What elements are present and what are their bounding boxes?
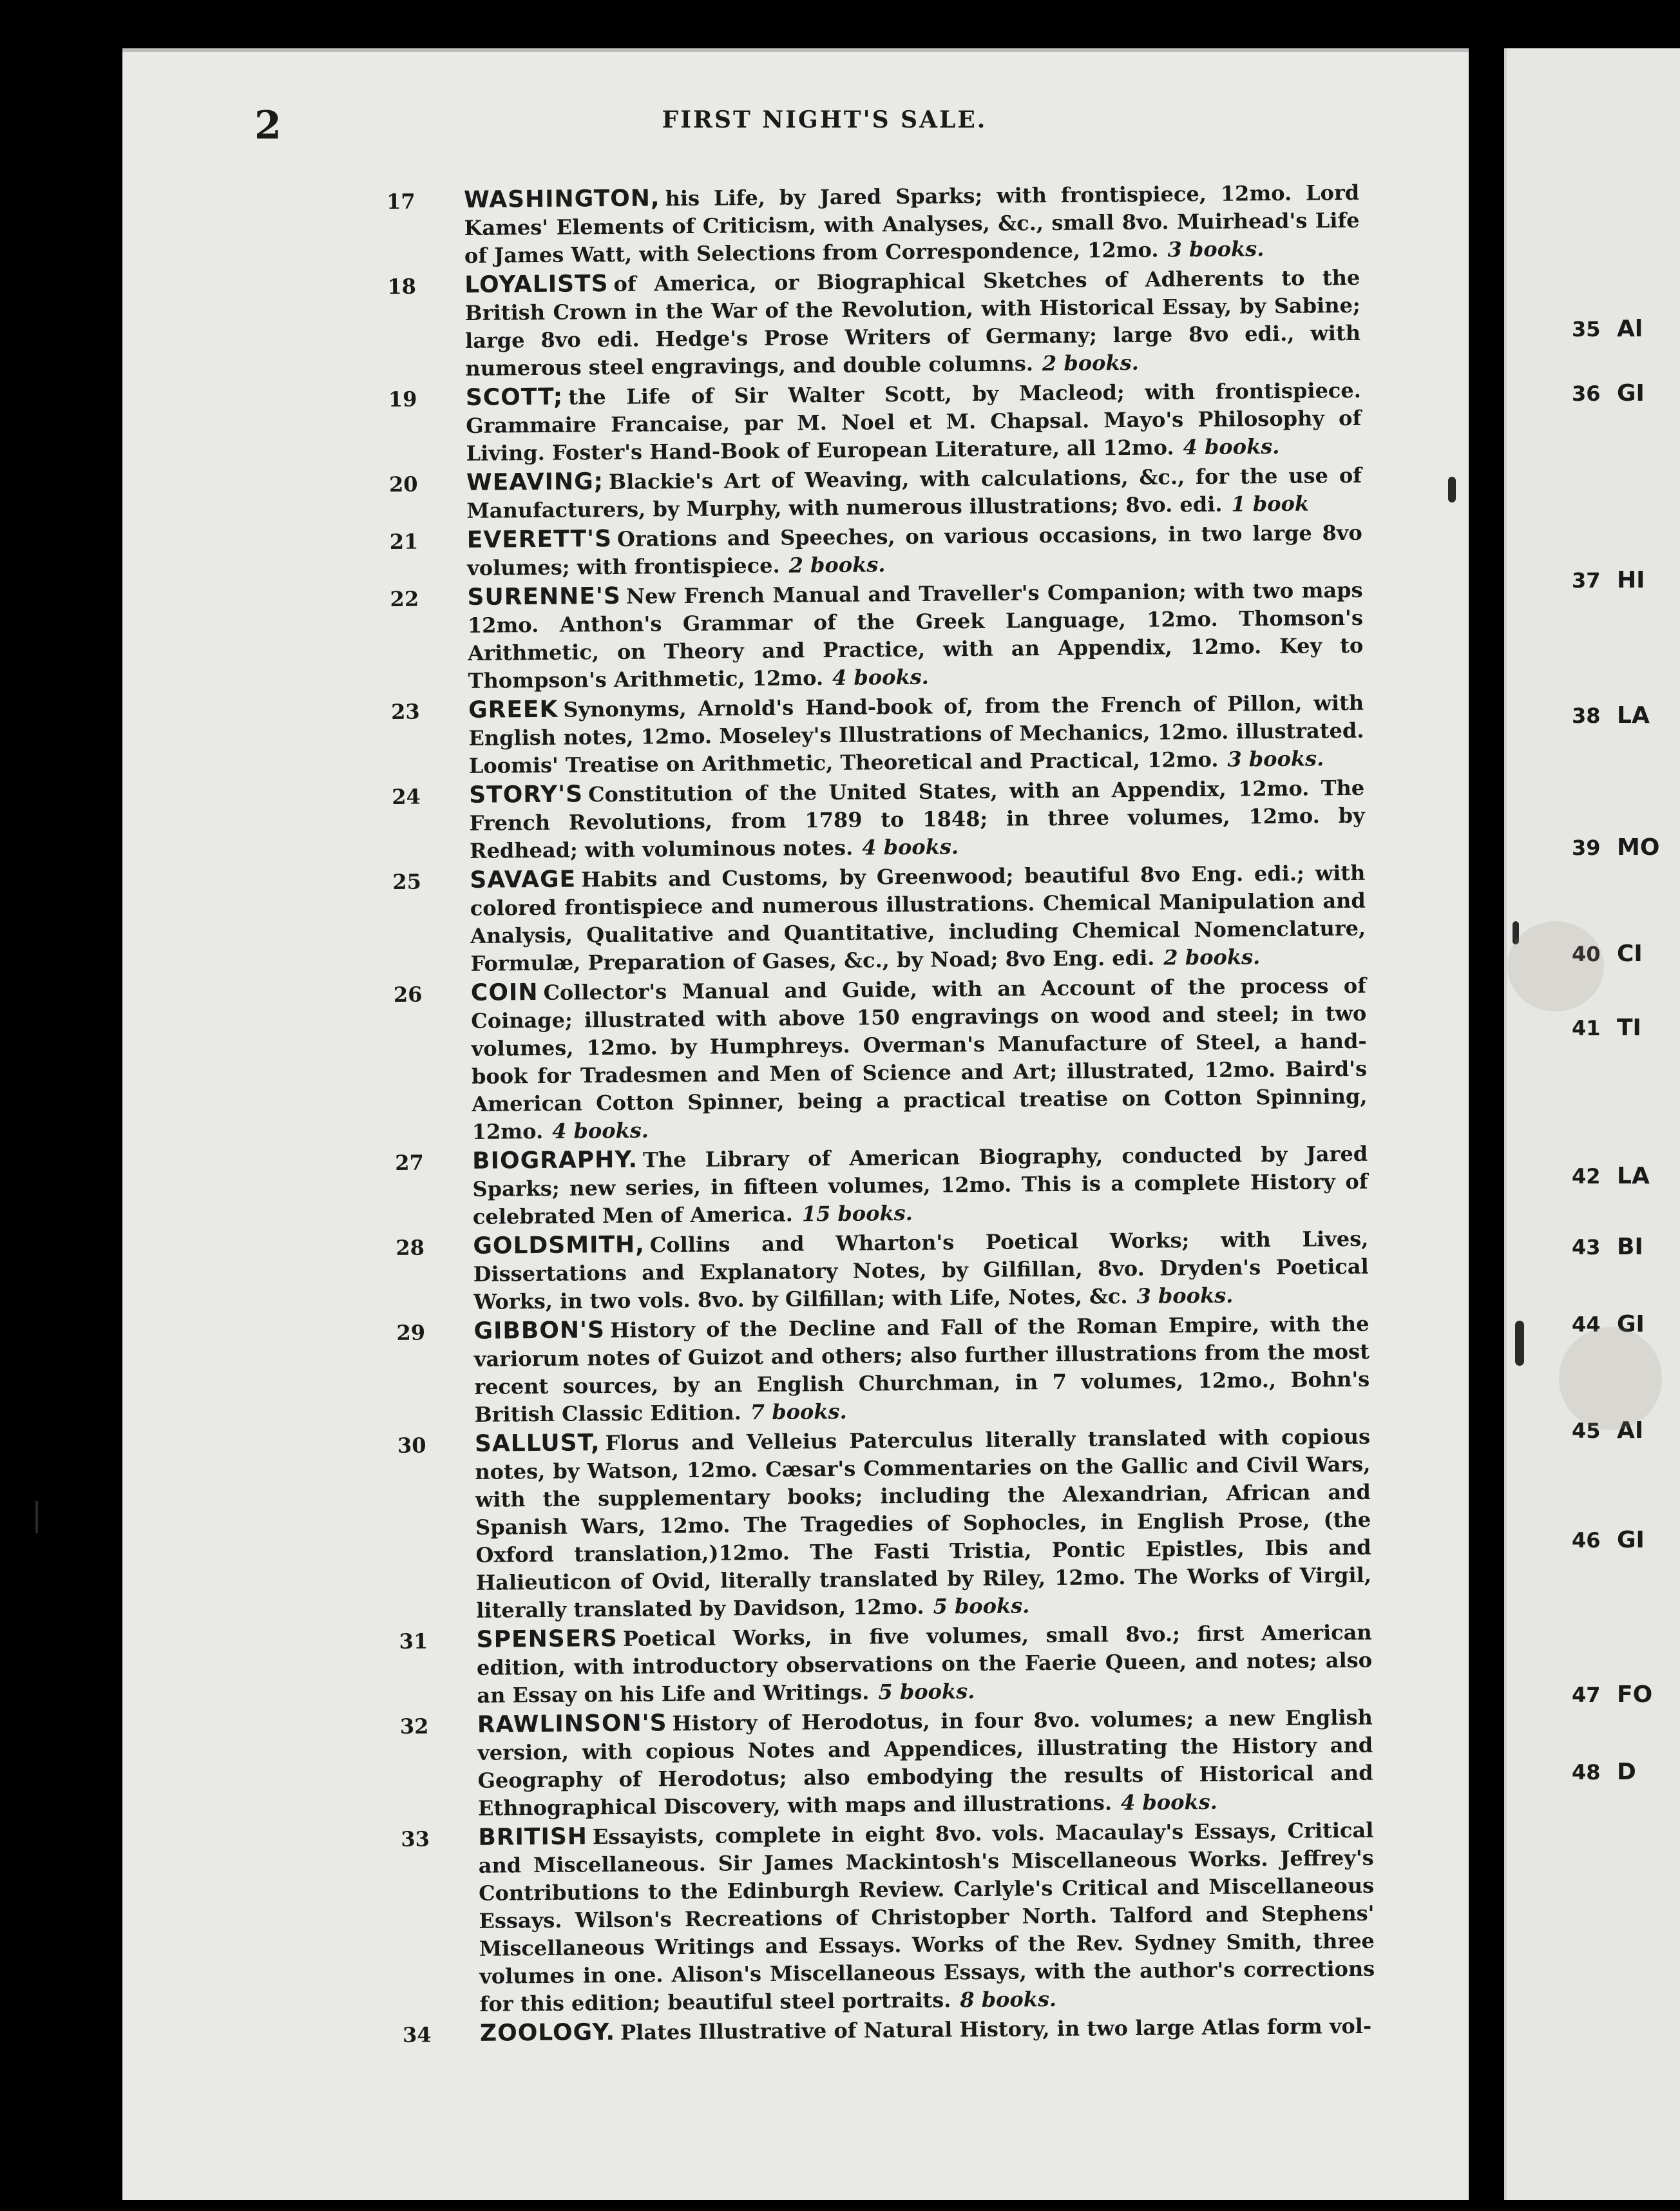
book-count: 5 books.	[878, 1679, 975, 1705]
lot-number: 48	[1572, 1760, 1601, 1785]
right-page-entry	[1572, 567, 1645, 593]
lot-number: 37	[1572, 568, 1601, 593]
lot-heading: RAWLINSON'S	[477, 1710, 667, 1738]
lot-number: 47	[1572, 1683, 1601, 1707]
lot-number: 41	[1572, 1016, 1601, 1040]
lot-heading: WASHINGTON,	[464, 185, 660, 213]
lot-number: 42	[1572, 1164, 1601, 1189]
lot-heading: MO	[1617, 834, 1660, 861]
book-count: 3 books.	[1136, 1283, 1234, 1308]
right-page-entry	[1572, 1163, 1650, 1189]
water-stain	[1507, 921, 1604, 1011]
catalogue-entry	[387, 178, 1360, 271]
lot-heading: GOLDSMITH,	[473, 1231, 645, 1259]
lot-heading: SALLUST,	[474, 1430, 600, 1457]
right-page-entry	[1572, 702, 1650, 729]
lot-number: 43	[1572, 1235, 1601, 1259]
lot-description: Poetical Works, in five volumes, small 8vo.; first American edition, with introductory observations on the Faerie Queen, and notes; also an Essay on his Life and Writings.	[476, 1620, 1373, 1708]
lot-heading: AI	[1617, 1417, 1644, 1444]
lot-number: 27	[395, 1150, 424, 1175]
book-count: 4 books.	[832, 664, 929, 690]
right-page-entry	[1572, 1681, 1652, 1708]
catalogue-entry	[400, 1703, 1373, 1823]
lot-number: 20	[388, 472, 418, 497]
lot-heading: Al	[1617, 316, 1643, 342]
lot-heading: BI	[1617, 1234, 1643, 1260]
catalogue-entry	[396, 1225, 1369, 1317]
lot-heading: GI	[1617, 380, 1645, 407]
lot-description: Habits and Customs, by Greenwood; beautiful 8vo Eng. edi.; with colored frontispiece and numerous illustrations. Chemical Manipulation and Analysis, Qualitative and Quantitative, including Chemical Nomenclature, Formulæ, Preparation of Gases, &c., by Noad; 8vo Eng. edi.	[470, 860, 1366, 976]
lot-heading: BRITISH	[478, 1823, 588, 1851]
lot-number: 46	[1572, 1528, 1601, 1553]
running-head: FIRST NIGHT'S SALE.	[662, 106, 988, 133]
lot-number: 34	[402, 2022, 432, 2047]
book-count: 7 books.	[750, 1399, 847, 1425]
lot-description: New French Manual and Traveller's Companion; with two maps 12mo. Anthon's Grammar of the Greek Language, 12mo. Thomson's Arithmetic, on Theory and Practice, with an Appendix, 12mo. Key to Thompson's Arithmetic, 12mo.	[467, 577, 1364, 693]
ink-speck	[1448, 477, 1456, 503]
lot-number: 19	[388, 387, 417, 412]
lot-heading: EVERETT'S	[466, 525, 613, 553]
lot-number: 22	[390, 586, 419, 611]
catalogue-entry	[387, 263, 1360, 383]
catalogue-entry	[388, 376, 1362, 468]
lot-number: 21	[389, 529, 419, 554]
book-count: 4 books.	[1183, 434, 1280, 460]
lot-number: 28	[396, 1235, 425, 1260]
catalogue-entry	[396, 1310, 1370, 1430]
lot-description: the Life of Sir Walter Scott, by Macleod; with frontispiece. Grammaire Francaise, par M. Noel et M. Chapsal. Mayo's Philosophy of Living. Foster's Hand-Book of European Literature, all 12mo.	[466, 378, 1362, 466]
lot-description: Collins and Wharton's Poetical Works; with Lives, Dissertations and Explanatory Notes, by Gilfillan, 8vo. Dryden's Poetical Works, in two vols. 8vo. by Gilfillan; with Life, Notes, &c.	[473, 1226, 1369, 1314]
lot-number: 25	[392, 869, 422, 894]
lot-description: History of the Decline and Fall of the Roman Empire, with the variorum notes of Guizot and others; also further illustrations from the most recent sources, by an English Churchman, in 7 volumes, 12mo., Bohn's British Classic Edition.	[473, 1311, 1370, 1427]
book-count: 5 books.	[933, 1593, 1030, 1619]
book-count: 4 books.	[551, 1118, 649, 1144]
lot-heading: SPENSERS	[476, 1625, 618, 1653]
lot-description: History of Herodotus, in four 8vo. volumes; a new English version, with copious Notes and Appendices, illustrating the History and Geography of Herodotus; also embodying the results of Historical and Ethnographical Discovery, with maps and illustrations.	[477, 1705, 1373, 1821]
lot-heading: LOYALISTS	[464, 270, 609, 298]
lot-description: Synonyms, Arnold's Hand-book of, from the French of Pillon, with English notes, 12mo. Moseley's Illustrations of Mechanics, 12mo. illustrated. Loomis' Treatise on Arithmetic, Theoretical and Practical, 12mo.	[468, 690, 1364, 778]
book-count: 1 book	[1231, 491, 1310, 517]
lot-number: 17	[387, 189, 415, 214]
lot-number: 29	[396, 1320, 426, 1345]
catalogue-entry	[390, 519, 1363, 583]
lot-heading: COIN	[470, 979, 539, 1006]
book-count: 2 books.	[1163, 944, 1261, 970]
book-count: 15 books.	[801, 1200, 913, 1227]
book-count: 2 books.	[788, 552, 886, 578]
lot-description: Florus and Velleius Paterculus literally translated with copious notes, by Watson, 12mo. Cæsar's Commentaries on the Gallic and Civil Wars, with the supplementary books; including the Alexandrian, African and Spanish Wars, 12mo. The Tragedies of Sophocles, in English Prose, (the Oxford translation,)12mo. The Fasti Tristia, Pontic Epistles, Ibis and Halieuticon of Ovid, literally translated by Riley, 12mo. The Works of Virgil, literally translated by Davidson, 12mo.	[475, 1424, 1372, 1623]
lot-heading: TI	[1617, 1015, 1641, 1041]
lot-number: 23	[390, 699, 420, 724]
lot-description: Essayists, complete in eight 8vo. vols. Macaulay's Essays, Critical and Miscellaneous. Sir James Mackintosh's Miscellaneous Works. Jeffrey's Contributions to the Edinburgh Review. Carlyle's Critical and Miscellaneous Essays. Wilson's Recreations of Christopber North. Talford and Stephens' Miscellaneous Writings and Essays. Works of the Rev. Sydney Smith, three volumes in one. Alison's Miscellaneous Essays, with the author's corrections for this edition; beautiful steel portraits.	[478, 1817, 1375, 2016]
lot-description: Plates Illustrative of Natural History, in two large Atlas form vol-	[620, 2013, 1372, 2045]
lot-heading: GIBBON'S	[473, 1317, 606, 1345]
book-count: 2 books.	[1042, 350, 1139, 376]
catalogue-entry	[399, 1618, 1373, 1710]
lot-number: 45	[1572, 1419, 1601, 1443]
lot-heading: SAVAGE	[470, 866, 577, 894]
right-page	[1504, 48, 1680, 2200]
lot-number: 33	[401, 1826, 430, 1852]
catalogue-entry	[395, 1140, 1368, 1232]
right-page-entry	[1572, 1527, 1645, 1553]
lot-number: 31	[399, 1629, 428, 1654]
lot-number: 44	[1572, 1312, 1601, 1337]
lot-heading: STORY'S	[469, 781, 584, 809]
lot-number: 40	[1572, 942, 1601, 966]
right-page-entry	[1572, 380, 1645, 407]
lot-heading: D	[1617, 1759, 1636, 1785]
water-stain	[1559, 1327, 1662, 1430]
lot-heading: LA	[1617, 1163, 1650, 1189]
book-count: 3 books.	[1167, 236, 1265, 262]
catalogue-entry	[401, 1816, 1375, 2019]
lot-number: 38	[1572, 704, 1601, 728]
catalogue-entry	[394, 972, 1368, 1147]
catalogue-entry	[397, 1422, 1372, 1625]
lot-heading: GREEK	[468, 696, 558, 723]
lot-heading: LA	[1617, 702, 1650, 729]
right-page-entry	[1572, 1015, 1641, 1041]
lot-description: Blackie's Art of Weaving, with calculations, &c., for the use of Manufacturers, by Murphy, with numerous illustrations; 8vo. edi.	[466, 463, 1362, 523]
book-count: 4 books.	[1120, 1789, 1217, 1815]
lot-number: 36	[1572, 381, 1601, 406]
book-count: 3 books.	[1227, 746, 1324, 772]
lot-number: 32	[399, 1714, 429, 1739]
lot-heading: GI	[1617, 1311, 1645, 1337]
lot-heading: CI	[1617, 941, 1643, 967]
ink-speck	[35, 1501, 38, 1533]
lot-number: 26	[393, 982, 423, 1007]
right-page-entry	[1572, 316, 1643, 342]
lot-description: his Life, by Jared Sparks; with frontispiece, 12mo. Lord Kames' Elements of Criticism, with Analyses, &c., small 8vo. Muirhead's Life of James Watt, with Selections from Correspondence, 12mo.	[464, 180, 1360, 268]
lot-heading: SURENNE'S	[467, 582, 622, 611]
catalogue-entry	[392, 774, 1365, 866]
lot-description: of America, or Biographical Sketches of Adherents to the British Crown in the War of the Revolution, with Historical Essay, by Sabine; large 8vo edi. Hedge's Prose Writers of Germany; large 8vo edi., with numerous steel engravings, and double columns.	[464, 265, 1361, 381]
ink-speck	[1515, 1321, 1524, 1366]
right-page-entry	[1572, 1234, 1643, 1260]
page-number: 2	[254, 103, 282, 148]
right-page-entry	[1572, 834, 1659, 861]
lot-number: 35	[1572, 317, 1601, 341]
lot-heading: HI	[1617, 567, 1645, 593]
catalogue-entries	[387, 178, 1375, 2050]
lot-heading: ZOOLOGY.	[479, 2019, 616, 2047]
book-count: 4 books.	[862, 834, 959, 860]
book-count: 8 books.	[960, 1987, 1057, 2013]
lot-heading: WEAVING;	[466, 468, 604, 496]
catalogue-entry	[390, 576, 1363, 696]
right-page-entry	[1572, 1759, 1636, 1785]
lot-number: 30	[397, 1433, 426, 1458]
lot-description: Collector's Manual and Guide, with an Account of the process of Coinage; illustrated with above 150 engravings on wood and steel; in two volumes, 12mo. by Humphreys. Overman's Manufacture of Steel, a hand-book for Tradesmen and Men of Science and Art; illustrated, 12mo. Baird's American Cotton Spinner, being a practical treatise on Cotton Spinning, 12mo.	[471, 973, 1368, 1144]
catalogue-entry	[389, 461, 1362, 526]
lot-number: 24	[392, 784, 421, 809]
lot-heading: BIOGRAPHY.	[472, 1146, 638, 1174]
lot-heading: SCOTT;	[465, 383, 564, 411]
lot-number: 18	[387, 274, 417, 299]
lot-number: 39	[1572, 836, 1601, 860]
lot-description: The Library of American Biography, conducted by Jared Sparks; new series, in fifteen volumes, 12mo. This is a complete History of celebrated Men of America.	[472, 1141, 1368, 1229]
lot-heading: FO	[1617, 1681, 1653, 1708]
catalogue-entry	[391, 689, 1364, 781]
lot-description: Orations and Speeches, on various occasions, in two large 8vo volumes; with frontispiece.	[467, 520, 1362, 580]
lot-description: Constitution of the United States, with an Appendix, 12mo. The French Revolutions, from 1789 to 1848; in three volumes, 12mo. by Redhead; with voluminous notes.	[469, 775, 1365, 863]
lot-heading: GI	[1617, 1527, 1645, 1553]
catalogue-entry	[392, 859, 1366, 979]
